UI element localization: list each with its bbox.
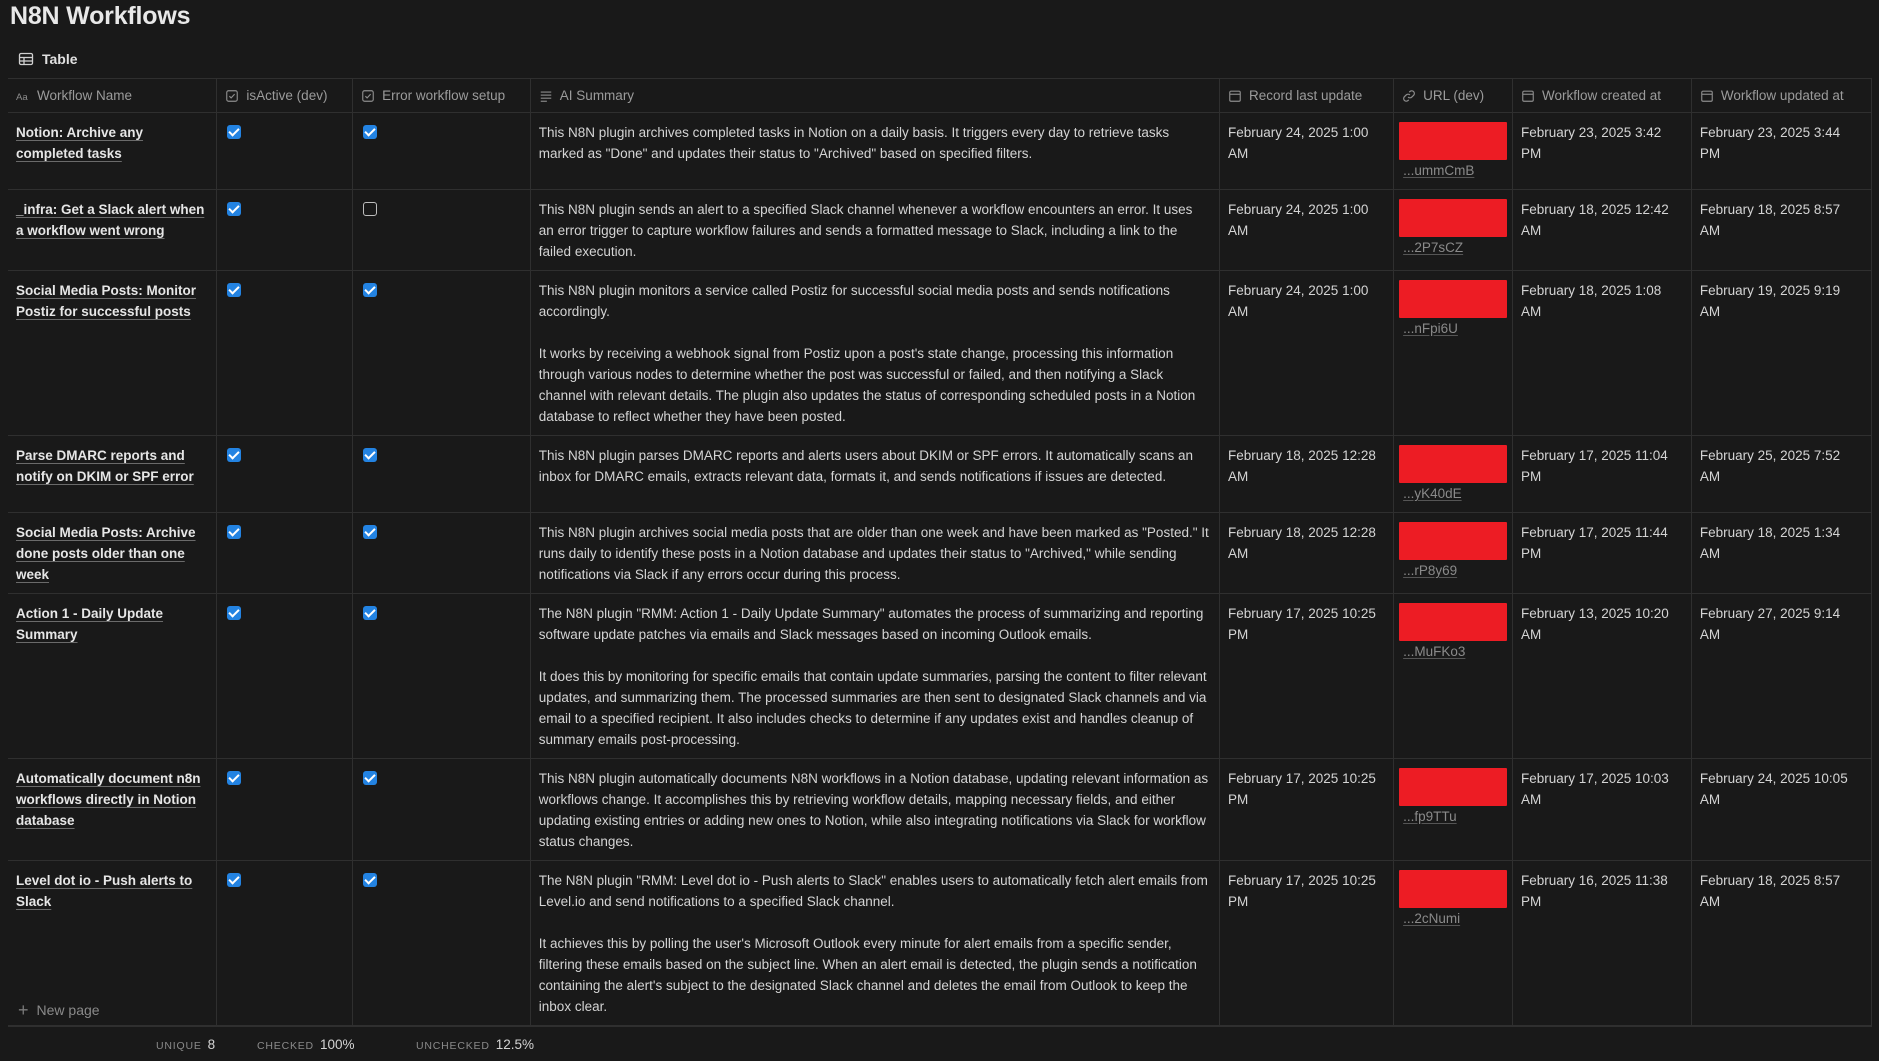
view-tab-table[interactable] — [18, 48, 78, 70]
url-link[interactable]: ...rP8y69 — [1403, 563, 1458, 578]
redaction-block — [1399, 445, 1507, 483]
is-active-cell — [217, 594, 353, 759]
table-icon — [18, 51, 34, 67]
redaction-block — [1399, 603, 1507, 641]
ai-summary-paragraph: The N8N plugin "RMM: Action 1 - Daily Update Summary" automates the process of summarizing and reporting software update patches via emails and Slack messages based on incoming Outlook emails. — [538, 606, 1204, 642]
workflow-name-cell[interactable] — [8, 436, 217, 513]
workflow-created-cell[interactable]: February 18, 2025 12:42 AM — [1512, 190, 1691, 271]
ai-summary-cell[interactable] — [530, 513, 1219, 594]
new-page-label: New page — [36, 1002, 100, 1018]
workflow-updated-cell[interactable]: February 18, 2025 8:57 AM — [1691, 190, 1871, 271]
column-header[interactable] — [217, 79, 353, 113]
workflow-updated-cell[interactable]: February 23, 2025 3:44 PM — [1691, 113, 1871, 190]
url-link[interactable]: ...2cNumi — [1403, 911, 1461, 926]
workflow-created-cell[interactable]: February 17, 2025 11:44 PM — [1512, 513, 1691, 594]
redaction-block — [1399, 522, 1507, 560]
error-setup-cell — [353, 861, 531, 1026]
aggregate-key: UNCHECKED — [416, 1040, 490, 1052]
workflow-updated-cell[interactable]: February 18, 2025 1:34 AM — [1691, 513, 1871, 594]
error-setup-checkbox[interactable] — [363, 606, 377, 620]
column-header-label: Workflow Name — [37, 88, 133, 103]
table-row[interactable] — [8, 436, 1872, 513]
is-active-cell — [217, 436, 353, 513]
checkbox-property-icon — [225, 89, 239, 103]
record-last-update-cell[interactable]: February 17, 2025 10:25 PM — [1220, 861, 1394, 1026]
text-lines-icon — [539, 89, 553, 103]
workflow-created-cell[interactable]: February 17, 2025 11:04 PM — [1512, 436, 1691, 513]
error-setup-checkbox[interactable] — [363, 873, 377, 887]
aggregate-value: 12.5% — [495, 1037, 534, 1052]
column-header[interactable] — [1220, 79, 1394, 113]
record-last-update-cell[interactable]: February 18, 2025 12:28 AM — [1220, 436, 1394, 513]
text-property-icon — [16, 89, 30, 103]
workflow-created-cell[interactable]: February 18, 2025 1:08 AM — [1512, 271, 1691, 436]
record-last-update-cell[interactable]: February 17, 2025 10:25 PM — [1220, 759, 1394, 861]
is-active-checkbox[interactable] — [227, 771, 241, 785]
column-header-label: Error workflow setup — [382, 88, 506, 103]
error-setup-checkbox[interactable] — [363, 125, 377, 139]
table-row[interactable] — [8, 861, 1872, 1026]
aggregate-checked[interactable] — [257, 1037, 354, 1052]
workflow-created-cell[interactable]: February 17, 2025 10:03 AM — [1512, 759, 1691, 861]
url-link[interactable]: ...nFpi6U — [1403, 321, 1458, 336]
workflow-name-cell[interactable] — [8, 594, 217, 759]
plus-icon: + — [18, 1000, 29, 1020]
aggregate-value: 100% — [319, 1037, 355, 1052]
workflow-updated-cell[interactable]: February 24, 2025 10:05 AM — [1691, 759, 1871, 861]
workflow-created-cell[interactable]: February 13, 2025 10:20 AM — [1512, 594, 1691, 759]
record-last-update-cell[interactable]: February 24, 2025 1:00 AM — [1220, 271, 1394, 436]
aggregate-value: 8 — [207, 1037, 216, 1052]
column-header[interactable] — [1691, 79, 1871, 113]
workflow-name-link[interactable]: Action 1 - Daily Update Summary — [16, 606, 164, 642]
url-link[interactable]: ...ummCmB — [1403, 163, 1475, 178]
is-active-cell — [217, 513, 353, 594]
ai-summary-paragraph: It works by receiving a webhook signal from Postiz upon a post's state change, processing this information through various nodes to determine whether the post was successful or failed, and then notifying a Slack channel with relevant details. The plugin also updates the status of corresponding scheduled posts in a Notion database to reflect whether they have been posted. — [538, 346, 1196, 424]
error-setup-checkbox[interactable] — [363, 771, 377, 785]
svg-text:Aa: Aa — [16, 91, 28, 103]
column-header-label: isActive (dev) — [246, 88, 328, 103]
is-active-cell — [217, 759, 353, 861]
url-cell[interactable] — [1394, 436, 1513, 513]
is-active-checkbox[interactable] — [227, 873, 241, 887]
is-active-cell — [217, 271, 353, 436]
ai-summary-paragraph: This N8N plugin parses DMARC reports and alerts users about DKIM or SPF errors. It automatically scans an inbox for DMARC emails, extracts relevant data, formats it, and sends notifications if issues are detected. — [538, 448, 1194, 484]
workflow-name-link[interactable]: Automatically document n8n workflows directly in Notion database — [16, 771, 201, 828]
workflow-name-cell[interactable] — [8, 190, 217, 271]
column-header[interactable] — [1512, 79, 1691, 113]
error-setup-cell — [353, 190, 531, 271]
column-header-label: Workflow updated at — [1720, 88, 1844, 103]
column-header[interactable] — [530, 79, 1219, 113]
url-cell[interactable] — [1394, 190, 1513, 271]
record-last-update-cell[interactable]: February 24, 2025 1:00 AM — [1220, 190, 1394, 271]
ai-summary-paragraph: It does this by monitoring for specific emails that contain update summaries, parsing the content to filter relevant updates, and summarizing them. The processed summaries are then sent to designated Slack channels and via email to a specified recipient. It also includes checks to determine if any updates exist and handles cleanup of summary emails post-processing. — [538, 669, 1207, 747]
ai-summary-paragraph: The N8N plugin "RMM: Level dot io - Push alerts to Slack" enables users to automatically fetch alert emails from Level.io and send notifications to a specified Slack channel. — [538, 873, 1208, 909]
column-header[interactable] — [1394, 79, 1513, 113]
url-link[interactable]: ...MuFKo3 — [1403, 644, 1466, 659]
page-title: N8N Workflows — [10, 2, 191, 30]
record-last-update-cell[interactable]: February 18, 2025 12:28 AM — [1220, 513, 1394, 594]
aggregate-key: UNIQUE — [156, 1040, 202, 1052]
checkbox-property-icon — [361, 89, 375, 103]
ai-summary-cell[interactable] — [530, 759, 1219, 861]
is-active-cell — [217, 861, 353, 1026]
table-row[interactable] — [8, 513, 1872, 594]
workflow-name-link[interactable]: Social Media Posts: Monitor Postiz for successful posts — [16, 283, 197, 319]
redaction-block — [1399, 870, 1507, 908]
url-link[interactable]: ...2P7sCZ — [1403, 240, 1464, 255]
table-body — [8, 113, 1872, 1026]
column-header-label: AI Summary — [559, 88, 635, 103]
ai-summary-cell[interactable] — [530, 594, 1219, 759]
table-row[interactable] — [8, 190, 1872, 271]
table-row[interactable] — [8, 594, 1872, 759]
workflow-updated-cell[interactable]: February 25, 2025 7:52 AM — [1691, 436, 1871, 513]
ai-summary-paragraph: It achieves this by polling the user's Microsoft Outlook every minute for alert emails from a specific sender, filtering these emails based on the subject line. When an alert email is detected, the plugin sends a notification containing the alert's subject to the designated Slack channel and deletes the email from Outlook to keep the inbox clear. — [538, 936, 1197, 1014]
ai-summary-cell[interactable] — [530, 271, 1219, 436]
redaction-block — [1399, 122, 1507, 160]
workflow-name-cell[interactable] — [8, 113, 217, 190]
ai-summary-cell[interactable] — [530, 113, 1219, 190]
is-active-checkbox[interactable] — [227, 606, 241, 620]
column-header-label: Record last update — [1249, 88, 1363, 103]
redaction-block — [1399, 768, 1507, 806]
workflow-name-cell[interactable] — [8, 271, 217, 436]
ai-summary-cell[interactable] — [530, 190, 1219, 271]
url-link[interactable]: ...fp9TTu — [1403, 809, 1457, 824]
workflow-name-cell[interactable] — [8, 513, 217, 594]
record-last-update-cell[interactable]: February 17, 2025 10:25 PM — [1220, 594, 1394, 759]
error-setup-checkbox[interactable] — [363, 202, 377, 216]
aggregation-bar — [8, 1026, 1872, 1061]
url-cell[interactable] — [1394, 594, 1513, 759]
ai-summary-paragraph: This N8N plugin sends an alert to a specified Slack channel whenever a workflow encounters an error. It uses an error trigger to capture workflow failures and sends a formatted message to Slack, including a link to the failed execution. — [538, 202, 1193, 259]
workflows-table — [8, 78, 1872, 1026]
error-setup-cell — [353, 113, 531, 190]
workflow-name-link[interactable]: Social Media Posts: Archive done posts older than one week — [16, 525, 196, 582]
new-page-button[interactable] — [18, 998, 100, 1022]
column-header-label: URL (dev) — [1423, 88, 1485, 103]
ai-summary-paragraph: This N8N plugin archives social media posts that are older than one week and have been marked as "Posted." It runs daily to identify these posts in a Notion database and updates their status to "Archived," while sending notifications via Slack if any errors occur during this process. — [538, 525, 1209, 582]
redaction-block — [1399, 280, 1507, 318]
calendar-icon — [1228, 89, 1242, 103]
error-setup-cell — [353, 759, 531, 861]
is-active-checkbox[interactable] — [227, 525, 241, 539]
is-active-checkbox[interactable] — [227, 125, 241, 139]
table-row[interactable] — [8, 759, 1872, 861]
is-active-checkbox[interactable] — [227, 202, 241, 216]
workflow-name-link[interactable]: Parse DMARC reports and notify on DKIM or SPF error — [16, 448, 194, 484]
ai-summary-cell[interactable] — [530, 861, 1219, 1026]
error-setup-cell — [353, 271, 531, 436]
aggregate-unchecked[interactable] — [416, 1037, 534, 1052]
error-setup-cell — [353, 513, 531, 594]
column-header-label: Workflow created at — [1541, 88, 1662, 103]
is-active-checkbox[interactable] — [227, 448, 241, 462]
view-tab-label: Table — [42, 51, 78, 67]
column-header[interactable] — [8, 79, 217, 113]
is-active-cell — [217, 190, 353, 271]
aggregate-key: CHECKED — [257, 1040, 314, 1052]
workflow-updated-cell[interactable]: February 19, 2025 9:19 AM — [1691, 271, 1871, 436]
workflow-name-link[interactable]: Notion: Archive any completed tasks — [16, 125, 144, 161]
workflow-name-cell[interactable] — [8, 759, 217, 861]
table-row[interactable] — [8, 113, 1872, 190]
workflow-created-cell[interactable]: February 23, 2025 3:42 PM — [1512, 113, 1691, 190]
workflow-updated-cell[interactable]: February 27, 2025 9:14 AM — [1691, 594, 1871, 759]
error-setup-checkbox[interactable] — [363, 525, 377, 539]
ai-summary-paragraph: This N8N plugin archives completed tasks in Notion on a daily basis. It triggers every day to retrieve tasks marked as "Done" and updates their status to "Archived" based on specified filters. — [538, 125, 1170, 161]
calendar-icon — [1521, 89, 1535, 103]
ai-summary-paragraph: This N8N plugin automatically documents N8N workflows in a Notion database, updating relevant information as workflows change. It accomplishes this by retrieving workflow details, mapping necessary fields, and either updating existing entries or adding new ones to Notion, while also integrating notifications via Slack for workflow status changes. — [538, 771, 1209, 849]
error-setup-cell — [353, 594, 531, 759]
redaction-block — [1399, 199, 1507, 237]
ai-summary-paragraph: This N8N plugin monitors a service called Postiz for successful social media posts and sends notifications accordingly. — [538, 283, 1170, 319]
calendar-icon — [1700, 89, 1714, 103]
error-setup-checkbox[interactable] — [363, 448, 377, 462]
url-cell[interactable] — [1394, 759, 1513, 861]
column-header[interactable] — [353, 79, 531, 113]
url-link[interactable]: ...yK40dE — [1403, 486, 1462, 501]
link-icon — [1402, 89, 1416, 103]
workflow-updated-cell[interactable]: February 18, 2025 8:57 AM — [1691, 861, 1871, 1026]
record-last-update-cell[interactable]: February 24, 2025 1:00 AM — [1220, 113, 1394, 190]
is-active-cell — [217, 113, 353, 190]
table-row[interactable] — [8, 271, 1872, 436]
ai-summary-cell[interactable] — [530, 436, 1219, 513]
error-setup-cell — [353, 436, 531, 513]
url-cell[interactable] — [1394, 513, 1513, 594]
aggregate-unique[interactable] — [156, 1037, 215, 1052]
error-setup-checkbox[interactable] — [363, 283, 377, 297]
url-cell[interactable] — [1394, 861, 1513, 1026]
workflow-created-cell[interactable]: February 16, 2025 11:38 PM — [1512, 861, 1691, 1026]
url-cell[interactable] — [1394, 113, 1513, 190]
workflow-name-link[interactable]: Level dot io - Push alerts to Slack — [16, 873, 193, 909]
url-cell[interactable] — [1394, 271, 1513, 436]
is-active-checkbox[interactable] — [227, 283, 241, 297]
workflow-name-link[interactable]: _infra: Get a Slack alert when a workflow went wrong — [16, 202, 205, 238]
table-header-row — [8, 79, 1872, 113]
